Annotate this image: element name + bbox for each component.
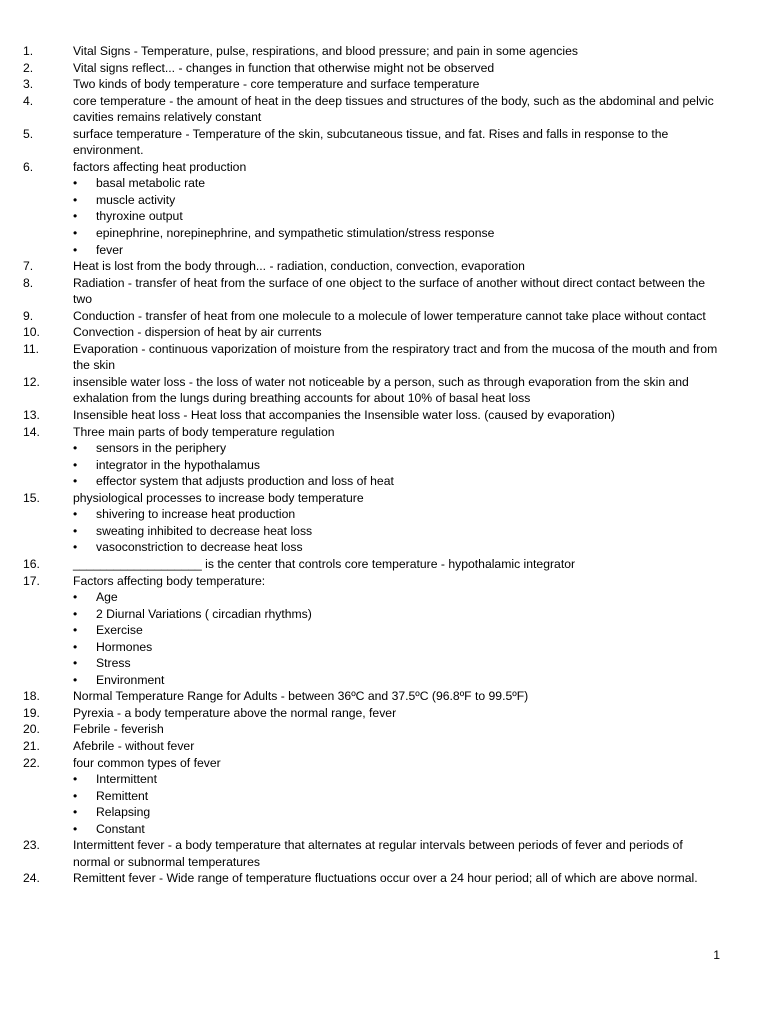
- bullet-text: Intermittent: [96, 772, 157, 787]
- item-number: 4.: [23, 93, 34, 108]
- item-text: insensible water loss - the loss of water not noticeable by a person, such as through evaporation from the skin and exhalation from the lungs during breathing accounts for about 10% of basal heat loss: [73, 374, 689, 406]
- bullet-text: shivering to increase heat production: [96, 507, 296, 522]
- bullet-item: [73, 606, 720, 623]
- bullet-icon: •: [73, 507, 78, 522]
- bullet-icon: •: [73, 623, 78, 638]
- item-number: 24.: [23, 871, 40, 886]
- list-item: [0, 126, 768, 159]
- bullet-icon: •: [73, 788, 78, 803]
- item-text: Vital Signs - Temperature, pulse, respirations, and blood pressure; and pain in some agencies: [73, 44, 578, 58]
- bullet-item: [73, 821, 720, 838]
- bullet-text: fever: [96, 242, 124, 257]
- item-text: Factors affecting body temperature:: [73, 573, 266, 588]
- item-text: four common types of fever: [73, 755, 221, 770]
- bullet-text: Remittent: [96, 788, 149, 803]
- item-text: core temperature - the amount of heat in the deep tissues and structures of the body, such as the abdominal and pelvic cavities remains relatively constant: [73, 93, 714, 125]
- bullet-text: sensors in the periphery: [96, 441, 227, 456]
- item-text: factors affecting heat production: [73, 159, 247, 174]
- item-text: surface temperature - Temperature of the skin, subcutaneous tissue, and fat. Rises and falls in response to the environment.: [73, 126, 669, 158]
- bullet-item: [73, 225, 720, 242]
- list-item: [0, 721, 768, 738]
- list-item: [0, 705, 768, 722]
- bullet-list: [73, 440, 720, 490]
- bullet-text: Relapsing: [96, 805, 151, 820]
- bullet-text: Stress: [96, 656, 131, 671]
- bullet-text: thyroxine output: [96, 209, 183, 224]
- bullet-text: 2 Diurnal Variations ( circadian rhythms): [96, 606, 312, 621]
- item-number: 21.: [23, 738, 40, 753]
- bullet-text: basal metabolic rate: [96, 176, 206, 191]
- bullet-icon: •: [73, 606, 78, 621]
- item-number: 13.: [23, 408, 40, 423]
- bullet-text: integrator in the hypothalamus: [96, 457, 260, 472]
- bullet-icon: •: [73, 672, 78, 687]
- bullet-text: Hormones: [96, 639, 153, 654]
- bullet-item: [73, 589, 720, 606]
- item-number: 23.: [23, 838, 40, 853]
- bullet-item: [73, 672, 720, 689]
- item-text: physiological processes to increase body temperature: [73, 490, 364, 505]
- bullet-icon: •: [73, 639, 78, 654]
- bullet-text: Constant: [96, 821, 145, 836]
- list-item: [0, 837, 768, 870]
- item-text: Febrile - feverish: [73, 722, 164, 737]
- bullet-item: [73, 655, 720, 672]
- item-number: 8.: [23, 275, 34, 290]
- item-text: Radiation - transfer of heat from the surface of one object to the surface of another without direct contact between the two: [73, 275, 706, 307]
- list-item: [0, 159, 768, 258]
- bullet-text: epinephrine, norepinephrine, and sympathetic stimulation/stress response: [96, 226, 495, 241]
- item-number: 10.: [23, 325, 40, 340]
- item-text: Two kinds of body temperature - core temperature and surface temperature: [73, 77, 480, 92]
- item-number: 2.: [23, 60, 34, 75]
- bullet-icon: •: [73, 474, 78, 489]
- bullet-icon: •: [73, 523, 78, 538]
- list-item: [0, 688, 768, 705]
- bullet-item: [73, 208, 720, 225]
- bullet-icon: •: [73, 540, 78, 555]
- bullet-text: Age: [96, 590, 118, 605]
- bullet-icon: •: [73, 805, 78, 820]
- numbered-list: [0, 43, 768, 887]
- item-text: Intermittent fever - a body temperature that alternates at regular intervals between periods of fever and periods of normal or subnormal temperatures: [73, 838, 683, 869]
- item-number: 18.: [23, 689, 40, 704]
- item-number: 15.: [23, 490, 40, 505]
- bullet-item: [73, 639, 720, 656]
- bullet-item: [73, 788, 720, 805]
- bullet-icon: •: [73, 192, 78, 207]
- item-number: 7.: [23, 259, 34, 274]
- list-item: [0, 738, 768, 755]
- list-item: [0, 407, 768, 424]
- list-item: [0, 490, 768, 556]
- item-number: 11.: [23, 341, 40, 356]
- bullet-list: [73, 589, 720, 688]
- item-number: 5.: [23, 126, 34, 141]
- bullet-item: [73, 523, 720, 540]
- bullet-text: vasoconstriction to decrease heat loss: [96, 540, 303, 555]
- item-text: Remittent fever - Wide range of temperature fluctuations occur over a 24 hour period; all of which are above normal.: [73, 871, 698, 886]
- item-text: Vital signs reflect... - changes in function that otherwise might not be observed: [73, 60, 495, 75]
- list-item: [0, 556, 768, 573]
- item-text: Three main parts of body temperature regulation: [73, 424, 335, 439]
- bullet-item: [73, 175, 720, 192]
- list-item: [0, 93, 768, 126]
- item-text: ___________________ is the center that controls core temperature - hypothalamic integrator: [73, 556, 576, 571]
- bullet-text: Environment: [96, 672, 165, 687]
- item-number: 12.: [23, 374, 40, 389]
- item-number: 20.: [23, 722, 40, 737]
- item-text: Conduction - transfer of heat from one molecule to a molecule of lower temperature cannot take place without contact: [73, 308, 706, 323]
- list-item: [0, 76, 768, 93]
- bullet-item: [73, 506, 720, 523]
- bullet-item: [73, 440, 720, 457]
- bullet-list: [73, 771, 720, 837]
- bullet-text: effector system that adjusts production and loss of heat: [96, 474, 394, 489]
- item-number: 17.: [23, 573, 40, 588]
- bullet-text: Exercise: [96, 623, 143, 638]
- bullet-item: [73, 539, 720, 556]
- list-item: [0, 308, 768, 325]
- list-item: [0, 870, 768, 887]
- list-item: [0, 275, 768, 308]
- item-text: Insensible heat loss - Heat loss that accompanies the Insensible water loss. (caused by evaporation): [73, 408, 615, 423]
- list-item: [0, 258, 768, 275]
- bullet-text: sweating inhibited to decrease heat loss: [96, 523, 313, 538]
- bullet-item: [73, 242, 720, 259]
- item-number: 16.: [23, 556, 40, 571]
- list-item: [0, 341, 768, 374]
- bullet-icon: •: [73, 242, 78, 257]
- item-text: Afebrile - without fever: [73, 738, 195, 753]
- item-text: Convection - dispersion of heat by air currents: [73, 325, 322, 340]
- bullet-item: [73, 457, 720, 474]
- item-text: Evaporation - continuous vaporization of moisture from the respiratory tract and from the mucosa of the mouth and from the skin: [73, 341, 718, 373]
- item-number: 1.: [23, 44, 34, 58]
- item-number: 6.: [23, 159, 34, 174]
- item-number: 19.: [23, 705, 40, 720]
- bullet-icon: •: [73, 176, 78, 191]
- bullet-list: [73, 506, 720, 556]
- bullet-item: [73, 804, 720, 821]
- bullet-icon: •: [73, 656, 78, 671]
- list-item: [0, 324, 768, 341]
- item-text: Normal Temperature Range for Adults - between 36ºC and 37.5ºC (96.8ºF to 99.5ºF): [73, 689, 529, 704]
- bullet-icon: •: [73, 441, 78, 456]
- list-item: [0, 43, 768, 60]
- bullet-icon: •: [73, 821, 78, 836]
- item-text: Heat is lost from the body through... - radiation, conduction, convection, evaporation: [73, 259, 525, 274]
- page-number: 1: [713, 948, 720, 962]
- bullet-item: [73, 192, 720, 209]
- item-number: 3.: [23, 77, 34, 92]
- bullet-text: muscle activity: [96, 192, 176, 207]
- item-text: Pyrexia - a body temperature above the normal range, fever: [73, 705, 397, 720]
- bullet-item: [73, 771, 720, 788]
- list-item: [0, 755, 768, 838]
- item-number: 14.: [23, 424, 40, 439]
- item-number: 9.: [23, 308, 34, 323]
- bullet-icon: •: [73, 457, 78, 472]
- list-item: [0, 573, 768, 689]
- list-item: [0, 424, 768, 490]
- bullet-icon: •: [73, 209, 78, 224]
- list-item: [0, 374, 768, 407]
- bullet-item: [73, 622, 720, 639]
- bullet-icon: •: [73, 226, 78, 241]
- bullet-icon: •: [73, 772, 78, 787]
- bullet-list: [73, 175, 720, 258]
- item-number: 22.: [23, 755, 40, 770]
- bullet-icon: •: [73, 590, 78, 605]
- list-item: [0, 60, 768, 77]
- bullet-item: [73, 473, 720, 490]
